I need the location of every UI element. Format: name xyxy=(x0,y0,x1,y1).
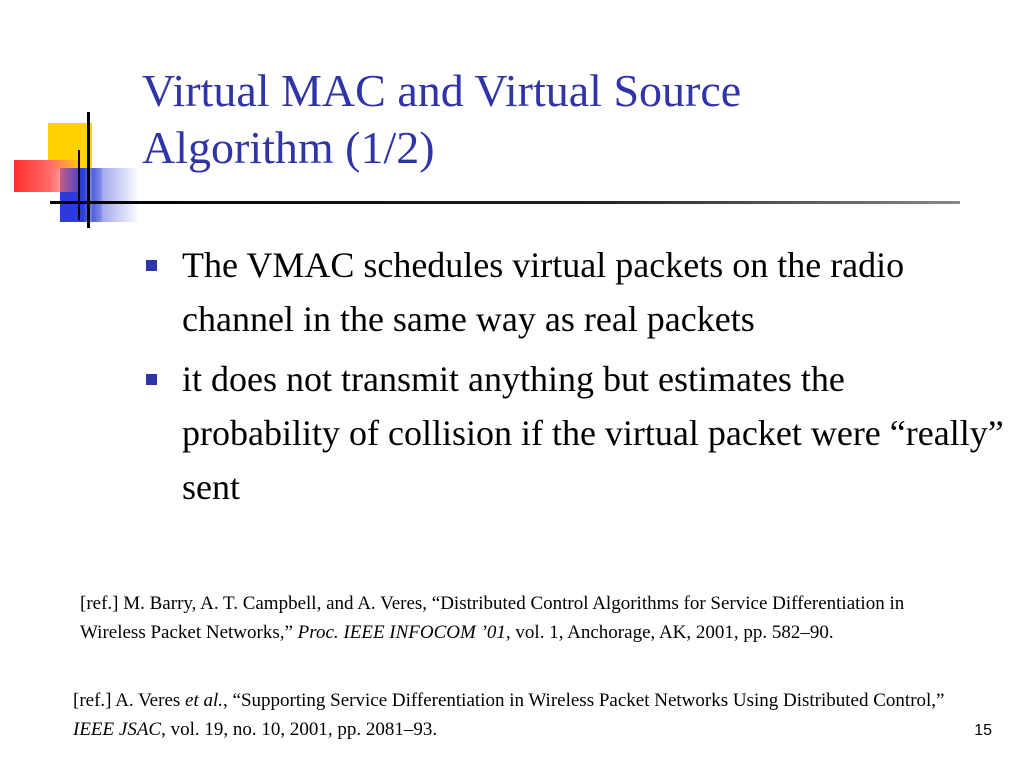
title-line-2: Algorithm (1/2) xyxy=(142,122,435,173)
bullet-item xyxy=(146,238,1006,346)
bullet-text: The VMAC schedules virtual packets on the radio channel in the same way as real packets xyxy=(182,245,905,339)
reference-2-middle: , “Supporting Service Differentiation in Wireless Packet Networks Using Distributed Control,” xyxy=(223,690,945,711)
logo-blue-fade xyxy=(92,168,140,222)
bullet-item xyxy=(146,352,1006,514)
logo-red-bar xyxy=(14,160,80,192)
title-divider xyxy=(50,201,960,204)
reference-1-suffix: , vol. 1, Anchorage, AK, 2001, pp. 582–90. xyxy=(505,622,834,643)
title-line-1: Virtual MAC and Virtual Source xyxy=(142,65,742,116)
reference-2 xyxy=(73,686,963,744)
bullet-text: it does not transmit anything but estimates the probability of collision if the virtual packet were “really” sent xyxy=(182,359,1004,507)
reference-2-venue: IEEE JSAC xyxy=(73,719,162,740)
logo-vertical-line xyxy=(87,112,90,228)
reference-2-prefix: [ref.] A. Veres xyxy=(73,690,186,711)
reference-1-prefix: [ref.] M. Barry, A. T. Campbell, and A. Veres, “Distributed Control Algorithms for Service Differentiation in Wireless Packet Networks,” xyxy=(80,593,905,643)
bullet-square-icon xyxy=(146,260,157,271)
decorative-logo xyxy=(0,0,150,240)
page-number: 15 xyxy=(974,722,992,739)
reference-1 xyxy=(80,589,960,647)
logo-vertical-line-short xyxy=(78,150,80,220)
reference-1-venue: Proc. IEEE INFOCOM ’01 xyxy=(297,622,506,643)
bullet-list xyxy=(146,238,1006,520)
bullet-square-icon xyxy=(146,374,157,385)
reference-2-suffix: , vol. 19, no. 10, 2001, pp. 2081–93. xyxy=(161,719,438,740)
slide-title xyxy=(142,62,1002,176)
reference-2-etal: et al. xyxy=(185,690,224,711)
